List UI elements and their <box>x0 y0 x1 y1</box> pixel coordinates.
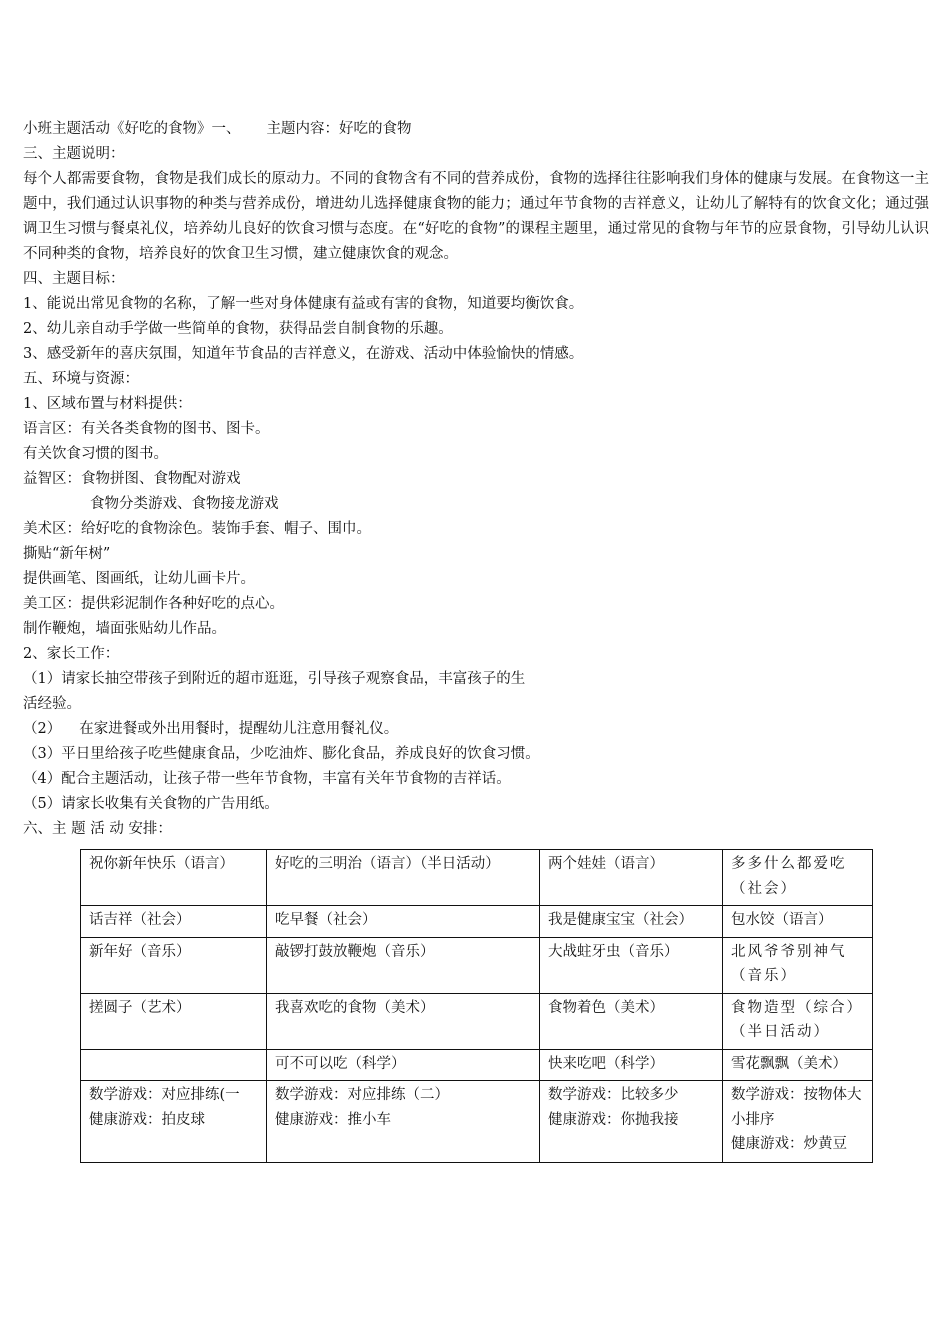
table-cell: 好吃的三明治（语言）（半日活动） <box>267 850 540 906</box>
parent-item-text: 在家进餐或外出用餐时，提醒幼儿注意用餐礼仪。 <box>79 721 399 737</box>
table-cell <box>81 1081 267 1163</box>
goal-item: 2、幼儿亲自动手学做一些简单的食物，获得品尝自制食物的乐趣。 <box>23 321 453 337</box>
table-cell: 话吉祥（社会） <box>81 906 267 938</box>
table-cell-empty <box>81 1049 267 1081</box>
goal-item: 3、感受新年的喜庆氛围，知道年节食品的吉祥意义，在游戏、活动中体验愉快的情感。 <box>23 346 584 362</box>
title-line <box>23 117 933 142</box>
table-row <box>81 1081 873 1163</box>
parent-item: （5）请家长收集有关食物的广告用纸。 <box>23 796 279 812</box>
math-game: 数学游戏：比较多少 <box>548 1087 679 1103</box>
section-heading: 六、主 题 活 动 安排： <box>23 821 172 837</box>
health-game: 健康游戏：炒黄豆 <box>731 1136 847 1152</box>
parent-item <box>23 717 933 742</box>
table-cell <box>267 1081 540 1163</box>
table-cell: 我是健康宝宝（社会） <box>540 906 723 938</box>
table-cell: 快来吃吧（科学） <box>540 1049 723 1081</box>
theme-content: 主题内容：好吃的食物 <box>266 121 412 137</box>
table-cell: 食物造型（综合）（半日活动） <box>723 993 873 1049</box>
section-heading: 四、主题目标： <box>23 271 125 287</box>
table-cell: 大战蛀牙虫（音乐） <box>540 937 723 993</box>
table-cell: 可不可以吃（科学） <box>267 1049 540 1081</box>
math-game: 数学游戏：对应排练(一 <box>89 1087 240 1103</box>
table-cell: 搓圆子（艺术） <box>81 993 267 1049</box>
area-item: 制作鞭炮，墙面张贴幼儿作品。 <box>23 621 226 637</box>
table-cell <box>540 1081 723 1163</box>
area-item: 有关饮食习惯的图书。 <box>23 446 168 462</box>
table-row <box>81 850 873 906</box>
activity-schedule-table <box>80 849 873 1163</box>
math-game: 数学游戏：按物体大小排序 <box>731 1087 862 1128</box>
health-game: 健康游戏：拍皮球 <box>89 1111 205 1128</box>
table-cell: 雪花飘飘（美术） <box>723 1049 873 1081</box>
document-body <box>23 117 933 842</box>
table-cell: 敲锣打鼓放鞭炮（音乐） <box>267 937 540 993</box>
area-item: 美工区：提供彩泥制作各种好吃的点心。 <box>23 596 284 612</box>
table-cell: 两个娃娃（语言） <box>540 850 723 906</box>
table-row <box>81 937 873 993</box>
table-row <box>81 1049 873 1081</box>
parent-item: （1）请家长抽空带孩子到附近的超市逛逛，引导孩子观察食品，丰富孩子的生 <box>23 671 526 687</box>
table-row <box>81 993 873 1049</box>
table-row <box>81 906 873 938</box>
area-item: 食物分类游戏、食物接龙游戏 <box>90 496 279 512</box>
area-item: 撕贴“新年树” <box>23 546 111 562</box>
health-game: 健康游戏：你抛我接 <box>548 1111 679 1128</box>
table-cell <box>723 1081 873 1163</box>
parent-item: （3）平日里给孩子吃些健康食品，少吃油炸、膨化食品，养成良好的饮食习惯。 <box>23 746 540 762</box>
doc-title: 小班主题活动《好吃的食物》一、 <box>23 121 241 137</box>
parent-item: （4）配合主题活动，让孩子带一些年节食物，丰富有关年节食物的吉祥话。 <box>23 771 511 787</box>
parent-item-continued: 活经验。 <box>23 696 81 712</box>
area-item: 提供画笔、图画纸，让幼儿画卡片。 <box>23 571 255 587</box>
subsection-heading: 1、区域布置与材料提供： <box>23 396 192 412</box>
table-cell: 我喜欢吃的食物（美术） <box>267 993 540 1049</box>
health-game: 健康游戏：推小车 <box>275 1111 391 1128</box>
section-heading: 五、环境与资源： <box>23 371 139 387</box>
table-cell: 北风爷爷别神气（音乐） <box>723 937 873 993</box>
subsection-heading: 2、家长工作： <box>23 646 120 662</box>
area-item: 美术区：给好吃的食物涂色。装饰手套、帽子、围巾。 <box>23 521 371 537</box>
area-item: 语言区：有关各类食物的图书、图卡。 <box>23 421 270 437</box>
theme-description: 每个人都需要食物，食物是我们成长的原动力。不同的食物含有不同的营养成份，食物的选择往往影响我们身体的健康与发展。在食物这一主题中，我们通过认识事物的种类与营养成份，增进幼儿选择健康食物的能力；通过年节食物的吉祥意义，让幼儿了解特有的饮食文化；通过强调卫生习惯与餐桌礼仪，培养幼儿良好的饮食习惯与态度。在“好吃的食物”的课程主题里，通过常见的食物与年节的应景食物，引导幼儿认识不同种类的食物，培养良好的饮食卫生习惯，建立健康饮食的观念。 <box>23 171 929 262</box>
parent-item-number: （2） <box>23 721 62 737</box>
table-cell: 祝你新年快乐（语言） <box>81 850 267 906</box>
table-cell: 多多什么都爱吃（社会） <box>723 850 873 906</box>
table-cell: 包水饺（语言） <box>723 906 873 938</box>
math-game: 数学游戏：对应排练（二） <box>275 1087 449 1103</box>
area-item: 益智区：食物拼图、食物配对游戏 <box>23 471 241 487</box>
goal-item: 1、能说出常见食物的名称，了解一些对身体健康有益或有害的食物，知道要均衡饮食。 <box>23 296 584 312</box>
table-cell: 吃早餐（社会） <box>267 906 540 938</box>
table-cell: 食物着色（美术） <box>540 993 723 1049</box>
table-cell: 新年好（音乐） <box>81 937 267 993</box>
section-heading: 三、主题说明： <box>23 146 125 162</box>
